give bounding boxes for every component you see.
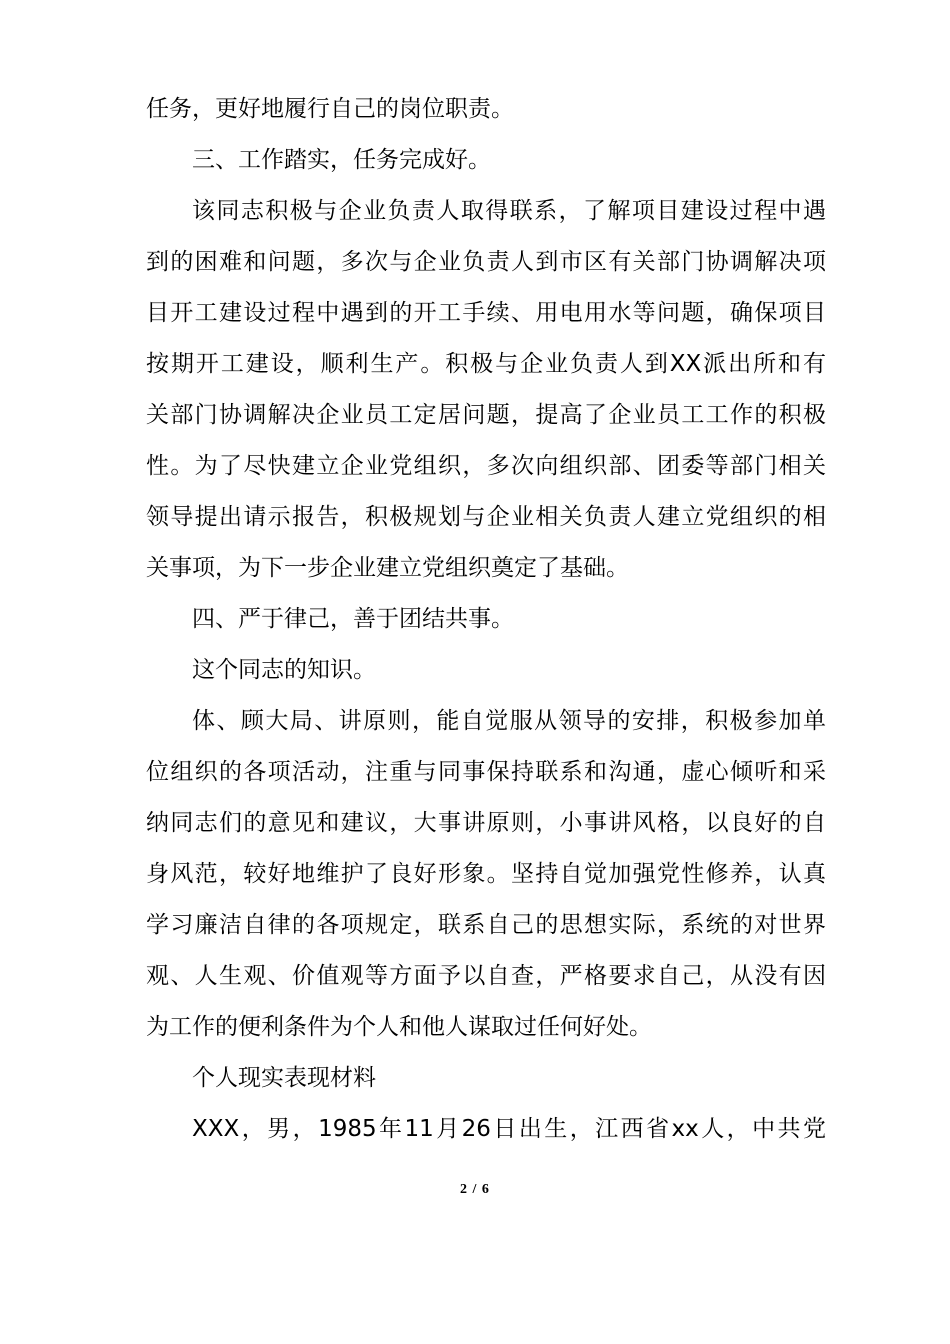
- paragraph-line: 纳同志们的意见和建议，大事讲原则，小事讲风格，以良好的自: [146, 810, 826, 836]
- paragraph-line: 按期开工建设，顺利生产。积极与企业负责人到XX派出所和有: [146, 351, 826, 377]
- page-number: 2 / 6: [460, 1182, 490, 1197]
- paragraph-line: 到的困难和问题，多次与企业负责人到市区有关部门协调解决项: [146, 249, 826, 275]
- paragraph-line: XXX，男，1985年11月26日出生，江西省xx人，中共党: [192, 1116, 826, 1142]
- paragraph-line: 身风范，较好地维护了良好形象。坚持自觉加强党性修养，认真: [146, 861, 826, 887]
- paragraph-line: 性。为了尽快建立企业党组织，多次向组织部、团委等部门相关: [146, 453, 826, 479]
- paragraph-line: 关部门协调解决企业员工定居问题，提高了企业员工工作的积极: [146, 402, 826, 428]
- section-heading: 四、严于律己，善于团结共事。: [192, 606, 514, 632]
- paragraph-line: 位组织的各项活动，注重与同事保持联系和沟通，虚心倾听和采: [146, 759, 826, 785]
- paragraph-line: 观、人生观、价值观等方面予以自查，严格要求自己，从没有因: [146, 963, 826, 989]
- paragraph-line: 领导提出请示报告，积极规划与企业相关负责人建立党组织的相: [146, 504, 826, 530]
- paragraph-line: 该同志积极与企业负责人取得联系，了解项目建设过程中遇: [192, 198, 826, 224]
- paragraph-line: 任务，更好地履行自己的岗位职责。: [146, 96, 514, 122]
- paragraph-line: 这个同志的知识。: [192, 657, 376, 683]
- section-heading: 三、工作踏实，任务完成好。: [192, 147, 491, 173]
- paragraph-line: 目开工建设过程中遇到的开工手续、用电用水等问题，确保项目: [146, 300, 826, 326]
- section-title: 个人现实表现材料: [192, 1065, 376, 1091]
- paragraph-line: 为工作的便利条件为个人和他人谋取过任何好处。: [146, 1014, 652, 1040]
- paragraph-line: 体、顾大局、讲原则，能自觉服从领导的安排，积极参加单: [192, 708, 826, 734]
- paragraph-line: 关事项，为下一步企业建立党组织奠定了基础。: [146, 555, 629, 581]
- paragraph-line: 学习廉洁自律的各项规定，联系自己的思想实际，系统的对世界: [146, 912, 826, 938]
